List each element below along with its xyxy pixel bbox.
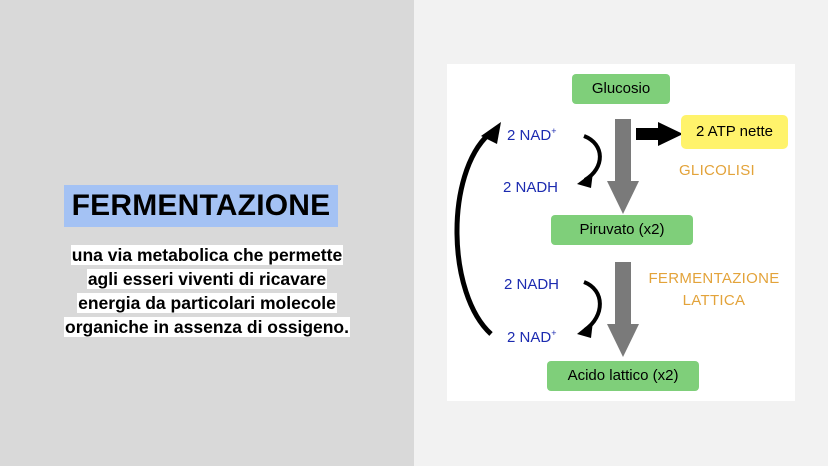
curve-arrow-bottom-head <box>577 321 593 338</box>
description-line: organiche in assenza di ossigeno. <box>65 317 349 337</box>
description-line: energia da particolari molecole <box>78 293 336 313</box>
gray-arrow-head-bottom <box>607 324 639 357</box>
glucosio-node: Glucosio <box>572 74 670 104</box>
description-line: agli esseri viventi di ricavare <box>87 269 327 289</box>
nad-top-label: 2 NAD+ <box>507 126 557 144</box>
fermentation-diagram <box>447 64 795 401</box>
nadh-bottom-label: 2 NADH <box>504 276 560 293</box>
slide-description <box>20 243 394 339</box>
description-line: una via metabolica che permette <box>71 245 343 265</box>
curve-arrow-top-head <box>577 172 593 188</box>
acido-lattico-node: Acido lattico (x2) <box>547 361 699 391</box>
atp-node: 2 ATP nette <box>681 115 788 149</box>
gray-arrow-shaft-bottom <box>615 262 631 324</box>
nad-bottom-label: 2 NAD+ <box>507 328 557 346</box>
fermentazione-line-2: LATTICA <box>682 292 746 309</box>
recycle-arc <box>457 134 491 334</box>
nadh-top-label: 2 NADH <box>503 179 559 196</box>
gray-arrow-head-top <box>607 181 639 214</box>
atp-arrow-head <box>658 122 683 146</box>
glicolisi-label: GLICOLISI <box>678 162 756 179</box>
fermentazione-line-1: FERMENTAZIONE <box>648 270 780 287</box>
fermentazione-label <box>634 268 794 312</box>
atp-arrow-shaft <box>636 128 660 140</box>
slide-title: FERMENTAZIONE <box>64 185 338 227</box>
gray-arrow-shaft-top <box>615 119 631 181</box>
piruvato-node: Piruvato (x2) <box>551 215 693 245</box>
